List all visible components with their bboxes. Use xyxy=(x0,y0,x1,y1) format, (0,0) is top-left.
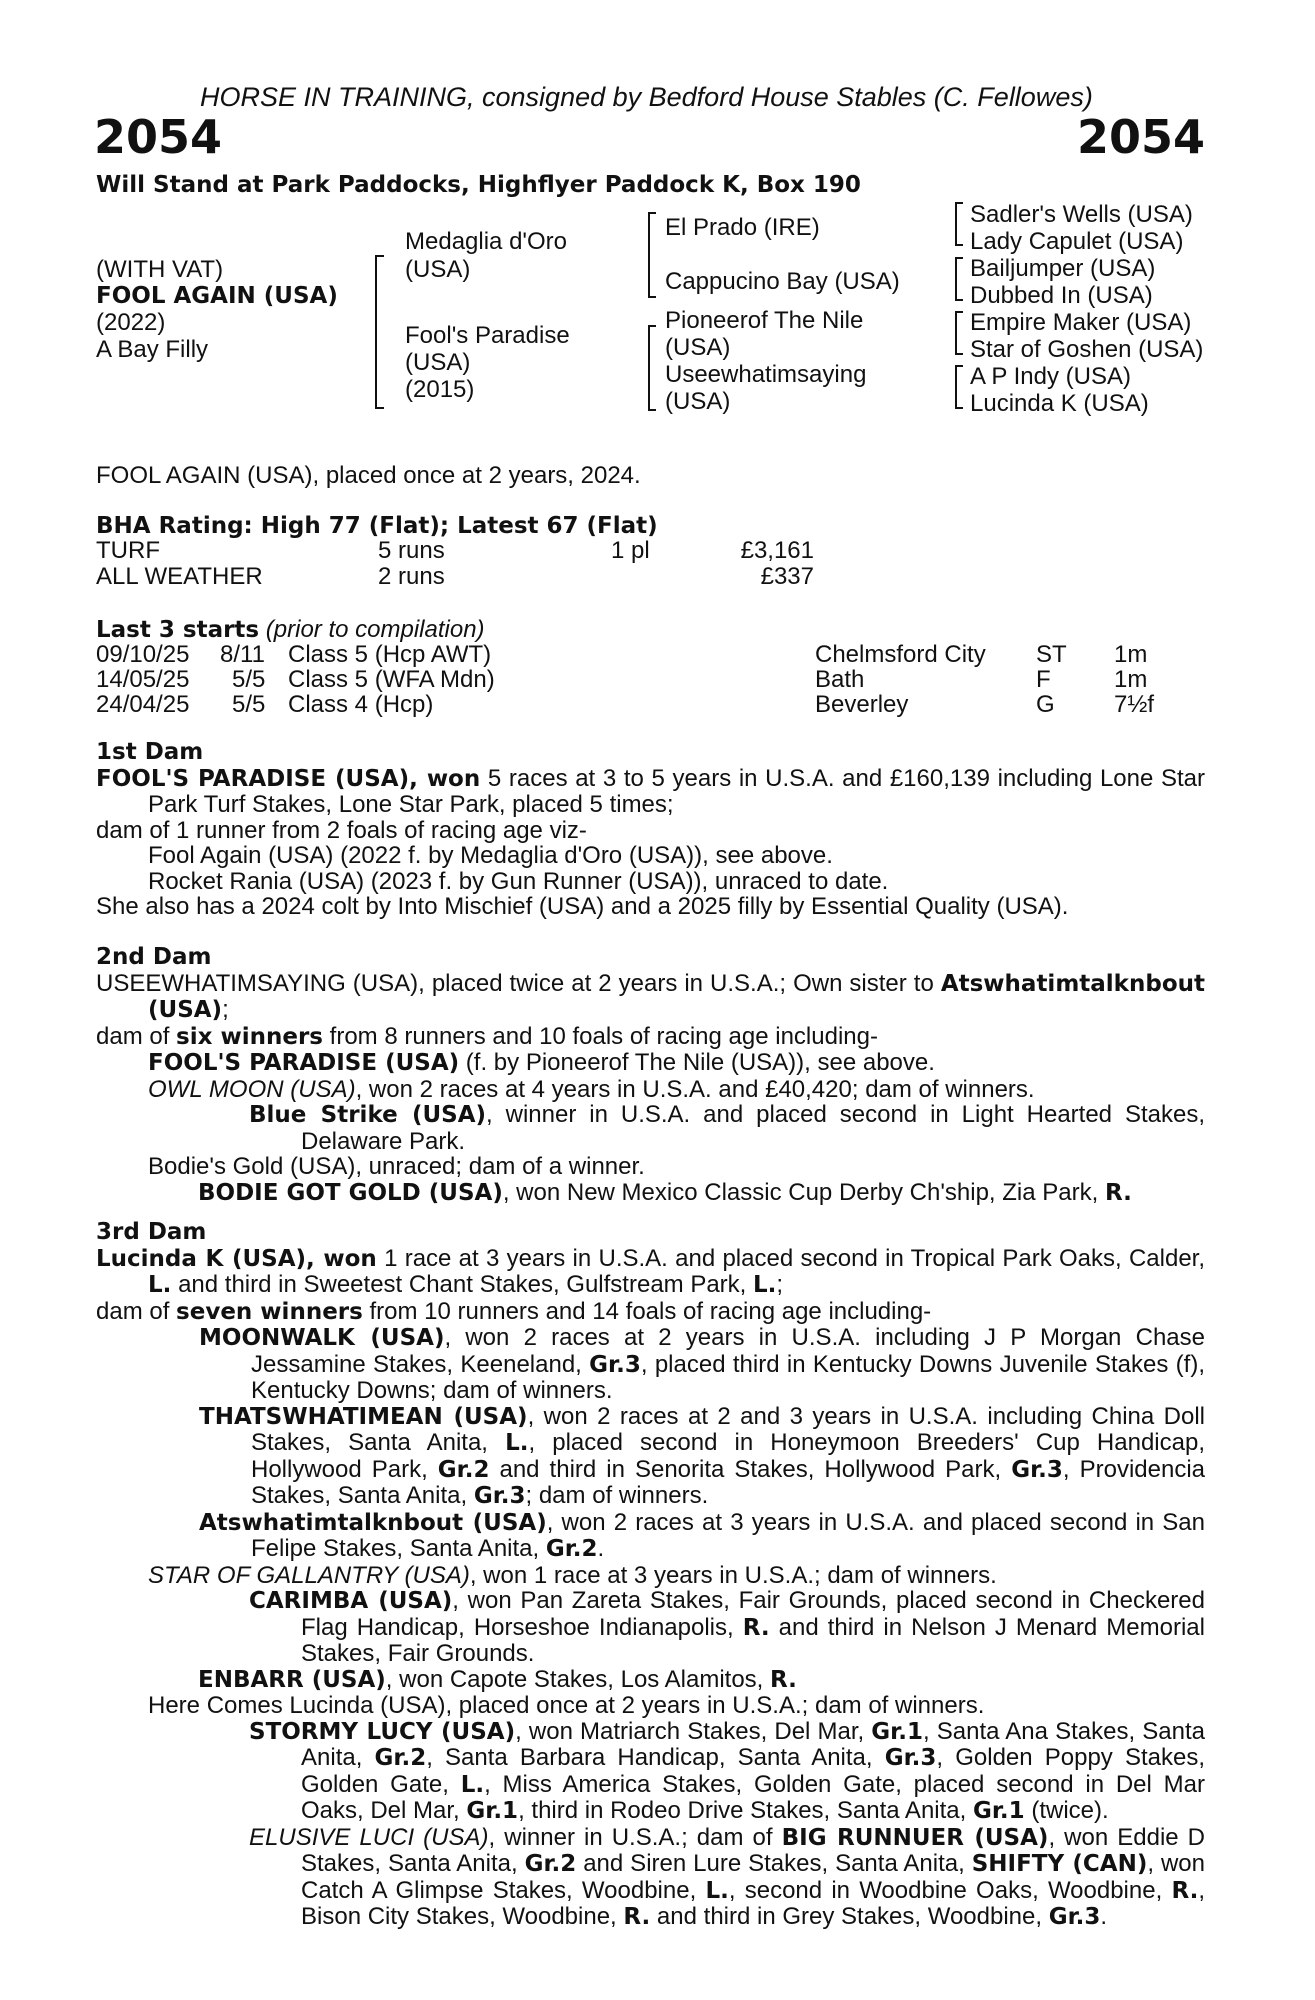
gen3-4: Dubbed In (USA) xyxy=(970,282,1153,309)
rating-turf-runs: 5 runs xyxy=(378,537,445,564)
produce-here-comes-lucinda: Here Comes Lucinda (USA), placed once at 2 years in U.S.A.; dam of winners. xyxy=(148,1692,985,1719)
produce-grade: L. xyxy=(705,1877,729,1904)
horse-description: A Bay Filly xyxy=(96,336,209,363)
rating-title: BHA Rating: High 77 (Flat); Latest 67 (Flat) xyxy=(96,513,658,539)
produce-text: and third in Grey Stakes, Woodbine, xyxy=(650,1903,1049,1930)
third-dam-section xyxy=(96,1220,1205,1931)
second-dam-title: 2nd Dam xyxy=(96,944,212,970)
produce-grade: Gr.3 xyxy=(473,1483,526,1509)
second-dam-sister-tail: ; xyxy=(222,996,229,1023)
dam-year: (2015) xyxy=(405,376,475,403)
produce-grade: Gr.3 xyxy=(884,1745,937,1771)
rating-turf-surface: TURF xyxy=(96,537,160,564)
third-dam-dam-of xyxy=(96,1299,1205,1326)
produce-thatswhatimean xyxy=(96,1404,1205,1510)
brace-sire xyxy=(648,212,656,298)
produce-text: and Siren Lure Stakes, Santa Anita, xyxy=(576,1850,972,1877)
start-2-pos: 5/5 xyxy=(232,666,266,693)
second-dam-dam-of-a: dam of xyxy=(96,1022,177,1050)
summary-line: FOOL AGAIN (USA), placed once at 2 years, 2024. xyxy=(96,462,641,489)
start-1-course: Chelmsford City xyxy=(815,641,986,668)
produce-text: , Bison City Stakes, Woodbine, xyxy=(301,1876,1205,1930)
second-dam-produce-1 xyxy=(96,1050,1205,1077)
produce-name: THATSWHATIMEAN (USA) xyxy=(199,1403,528,1430)
dam-country: (USA) xyxy=(405,349,471,376)
produce-grade: Gr.2 xyxy=(374,1745,427,1771)
produce-text: . xyxy=(597,1535,605,1562)
start-2-going: F xyxy=(1036,666,1051,693)
produce-text: , won Catch A Glimpse Stakes, Woodbine, xyxy=(301,1850,1205,1904)
produce-text: , won 2 races at 4 years in U.S.A. and £40,420; dam of winners. xyxy=(355,1075,1035,1103)
start-3-race: Class 4 (Hcp) xyxy=(288,691,434,718)
produce-text: , Providencia Stakes, Santa Anita, xyxy=(251,1455,1205,1509)
start-2-dist: 1m xyxy=(1114,666,1148,693)
produce-grade: R. xyxy=(1171,1877,1199,1904)
rec-grade: L. xyxy=(753,1272,777,1298)
produce-text: ; dam of winners. xyxy=(525,1482,709,1509)
first-dam-record xyxy=(96,766,1205,818)
produce-grade: R. xyxy=(623,1904,651,1930)
produce-grade: Gr.1 xyxy=(972,1798,1025,1824)
start-3-course: Beverley xyxy=(815,691,909,718)
third-dam-name: Lucinda K (USA) xyxy=(96,1245,307,1272)
horse-year: (2022) xyxy=(96,309,166,336)
produce-name: ELUSIVE LUCI (USA) xyxy=(249,1823,489,1851)
first-dam-section xyxy=(96,740,1205,920)
produce-grade: Gr.3 xyxy=(1011,1456,1063,1483)
produce-name: Atswhatimtalknbout (USA) xyxy=(199,1509,547,1536)
lot-number-right: 2054 xyxy=(1076,110,1205,164)
start-2-date: 14/05/25 xyxy=(96,666,190,693)
produce-text: , won Eddie D Stakes, Santa Anita, xyxy=(301,1823,1206,1877)
produce-carimba xyxy=(96,1588,1205,1667)
produce-name: SHIFTY (CAN) xyxy=(971,1851,1148,1877)
start-3-pos: 5/5 xyxy=(232,691,266,718)
start-3-dist: 7½f xyxy=(1114,691,1155,718)
sire-name: Medaglia d'Oro xyxy=(405,228,567,255)
sire-sire: El Prado (IRE) xyxy=(665,214,820,241)
second-dam-section xyxy=(96,945,1205,1206)
brace-main xyxy=(375,255,384,409)
produce-name: BODIE GOT GOLD (USA) xyxy=(198,1179,503,1206)
produce-text: , won 2 races at 3 years in U.S.A. and placed second in San Felipe Stakes, Santa Anita, xyxy=(251,1508,1205,1562)
second-dam-produce-5 xyxy=(96,1180,1205,1207)
produce-elusive-luci xyxy=(96,1825,1205,1931)
second-dam-line: USEEWHATIMSAYING (USA), placed twice at 2 years in U.S.A.; Own sister to xyxy=(96,969,934,997)
produce-enbarr xyxy=(96,1667,1205,1694)
first-dam-name: FOOL'S PARADISE (USA) xyxy=(96,765,410,792)
rec-text: 1 race at 3 years in U.S.A. and placed second in Tropical Park Oaks, Calder, xyxy=(376,1244,1205,1272)
produce-text: , winner in U.S.A.; dam of xyxy=(488,1823,782,1851)
lot-number-left: 2054 xyxy=(94,110,223,164)
produce-name: STAR OF GALLANTRY (USA) xyxy=(148,1561,470,1589)
second-dam-dam-of xyxy=(96,1024,1205,1051)
brace-g34 xyxy=(955,257,963,301)
produce-text: , won New Mexico Classic Cup Derby Ch'ship, Zia Park, xyxy=(502,1178,1105,1206)
brace-g12 xyxy=(955,202,963,246)
start-2-race: Class 5 (WFA Mdn) xyxy=(288,666,495,693)
produce-name: ENBARR (USA) xyxy=(198,1666,386,1693)
gen3-5: Empire Maker (USA) xyxy=(970,309,1192,336)
produce-grade: R. xyxy=(1104,1179,1132,1206)
last-starts-note: (prior to compilation) xyxy=(265,616,485,643)
dam-sire-country: (USA) xyxy=(665,334,731,361)
start-1-race: Class 5 (Hcp AWT) xyxy=(288,641,492,668)
rating-turf-earnings: £3,161 xyxy=(740,537,814,564)
produce-grade: Gr.1 xyxy=(466,1798,519,1824)
first-dam-won: , won xyxy=(409,765,481,792)
second-dam-winners: six winners xyxy=(176,1023,323,1050)
start-1-date: 09/10/25 xyxy=(96,641,190,668)
produce-text: , Santa Barbara Handicap, Santa Anita, xyxy=(426,1744,885,1771)
produce-text: (twice). xyxy=(1024,1797,1109,1824)
produce-text: , won 2 races at 2 years in U.S.A. including J P Morgan Chase Jessamine Stakes, Keeneland, xyxy=(251,1324,1205,1378)
produce-moonwalk xyxy=(96,1325,1205,1404)
produce-name: FOOL'S PARADISE (USA) xyxy=(148,1050,460,1076)
produce-text: and third in Nelson J Menard Memorial Stakes, Fair Grounds. xyxy=(301,1613,1205,1667)
produce-grade: R. xyxy=(742,1614,770,1641)
rec-text: ; xyxy=(776,1271,784,1298)
produce-grade: L. xyxy=(460,1771,485,1798)
produce-name: Blue Strike (USA) xyxy=(249,1102,487,1128)
rec-text: and third in Sweetest Chant Stakes, Gulfstream Park, xyxy=(171,1271,754,1298)
produce-text: , third in Rodeo Drive Stakes, Santa Anita, xyxy=(518,1797,973,1824)
produce-text: (f. by Pioneerof The Nile (USA)), see above. xyxy=(459,1049,935,1076)
produce-grade: L. xyxy=(505,1430,529,1456)
produce-grade: Gr.2 xyxy=(545,1536,598,1562)
third-dam-record xyxy=(96,1246,1205,1299)
stand-info: Will Stand at Park Paddocks, Highflyer Paddock K, Box 190 xyxy=(96,172,861,198)
start-3-going: G xyxy=(1036,691,1055,718)
produce-grade: Gr.1 xyxy=(871,1718,923,1745)
produce-grade: Gr.2 xyxy=(437,1456,490,1483)
produce-text: , Miss America Stakes, Golden Gate, placed second in Del Mar Oaks, Del Mar, xyxy=(301,1770,1205,1824)
first-dam-also: She also has a 2024 colt by Into Mischief (USA) and a 2025 filly by Essential Quality (USA). xyxy=(96,893,1069,920)
produce-name: STORMY LUCY (USA) xyxy=(249,1718,516,1745)
rating-aw-runs: 2 runs xyxy=(378,563,445,590)
consignment-line: HORSE IN TRAINING, consigned by Bedford House Stables (C. Fellowes) xyxy=(200,82,1093,112)
produce-text: , winner in U.S.A. and placed second in Light Hearted Stakes, Delaware Park. xyxy=(301,1101,1205,1155)
vat-label: (WITH VAT) xyxy=(96,256,224,283)
gen3-1: Sadler's Wells (USA) xyxy=(970,201,1193,228)
produce-text: , placed third in Kentucky Downs Juvenile Stakes (f), Kentucky Downs; dam of winners. xyxy=(251,1350,1205,1404)
produce-name: MOONWALK (USA) xyxy=(199,1325,445,1351)
produce-text: , won 1 race at 3 years in U.S.A.; dam of winners. xyxy=(469,1561,997,1589)
second-dam-dam-of-c: from 8 runners and 10 foals of racing age including- xyxy=(322,1022,878,1050)
produce-name: OWL MOON (USA) xyxy=(148,1075,356,1103)
second-dam-record xyxy=(96,971,1205,1024)
start-3-date: 24/04/25 xyxy=(96,691,190,718)
rating-aw-surface: ALL WEATHER xyxy=(96,563,263,590)
produce-text: , won 2 races at 2 and 3 years in U.S.A. including China Doll Stakes, Santa Anita, xyxy=(251,1402,1205,1456)
dam-dam-country: (USA) xyxy=(665,388,731,415)
gen3-3: Bailjumper (USA) xyxy=(970,255,1156,282)
gen3-8: Lucinda K (USA) xyxy=(970,390,1149,417)
gen3-6: Star of Goshen (USA) xyxy=(970,336,1204,363)
third-dam-dam-of-c: from 10 runners and 14 foals of racing age including- xyxy=(362,1297,932,1325)
first-dam-title: 1st Dam xyxy=(96,739,204,765)
produce-name: BIG RUNNUER (USA) xyxy=(781,1824,1049,1851)
third-dam-winners: seven winners xyxy=(176,1298,363,1325)
produce-text: , placed second in Honeymoon Breeders' Cup Handicap, Hollywood Park, xyxy=(251,1429,1205,1483)
brace-g78 xyxy=(955,365,963,409)
produce-stormy-lucy xyxy=(96,1719,1205,1825)
sire-dam: Cappucino Bay (USA) xyxy=(665,268,900,295)
produce-text: , won Pan Zareta Stakes, Fair Grounds, placed second in Checkered Flag Handicap, Horseshoe Indianapolis, xyxy=(301,1587,1205,1641)
produce-name: CARIMBA (USA) xyxy=(249,1588,453,1614)
produce-star-of-gallantry xyxy=(96,1563,1205,1589)
produce-text: , second in Woodbine Oaks, Woodbine, xyxy=(728,1876,1172,1904)
gen3-2: Lady Capulet (USA) xyxy=(970,228,1184,255)
produce-text: and third in Senorita Stakes, Hollywood Park, xyxy=(489,1455,1012,1483)
first-dam-produce-1: Fool Again (USA) (2022 f. by Medaglia d'Oro (USA)), see above. xyxy=(148,842,833,869)
third-dam-won: , won xyxy=(306,1245,377,1272)
rec-grade: L. xyxy=(148,1272,172,1298)
produce-atswhatimtalknbout xyxy=(96,1510,1205,1563)
produce-text: , Santa Ana Stakes, Santa Anita, xyxy=(301,1717,1206,1771)
second-dam-produce-4: Bodie's Gold (USA), unraced; dam of a winner. xyxy=(148,1153,645,1180)
produce-grade: R. xyxy=(770,1666,797,1693)
produce-text: , won Capote Stakes, Los Alamitos, xyxy=(385,1665,770,1693)
second-dam-produce-2 xyxy=(96,1077,1205,1103)
start-1-going: ST xyxy=(1036,641,1067,668)
second-dam-sister: Atswhatimtalknbout (USA) xyxy=(148,970,1205,1023)
second-dam-produce-3 xyxy=(96,1102,1205,1154)
third-dam-dam-of-a: dam of xyxy=(96,1297,177,1325)
produce-text: , Golden Poppy Stakes, Golden Gate, xyxy=(301,1744,1205,1798)
dam-sire-name: Pioneerof The Nile xyxy=(665,307,864,334)
gen3-7: A P Indy (USA) xyxy=(970,363,1131,390)
last-starts-title: Last 3 starts xyxy=(96,617,260,643)
horse-name: FOOL AGAIN (USA) xyxy=(96,283,338,309)
produce-grade: Gr.3 xyxy=(1048,1904,1101,1930)
first-dam-produce-intro: dam of 1 runner from 2 foals of racing age viz- xyxy=(96,816,587,844)
first-dam-record-text: 5 races at 3 to 5 years in U.S.A. and £160,139 including Lone Star Park Turf Stakes, Lone Star Park, placed 5 times; xyxy=(148,764,1206,818)
produce-grade: Gr.3 xyxy=(589,1351,641,1378)
produce-text: . xyxy=(1100,1903,1108,1930)
produce-text: , won Matriarch Stakes, Del Mar, xyxy=(515,1717,872,1745)
dam-dam-name: Useewhatimsaying xyxy=(665,361,867,388)
rating-aw-earnings: £337 xyxy=(760,563,814,590)
produce-grade: Gr.2 xyxy=(524,1851,577,1877)
brace-g56 xyxy=(955,311,963,355)
third-dam-title: 3rd Dam xyxy=(96,1219,207,1245)
start-1-pos: 8/11 xyxy=(220,641,265,668)
dam-name: Fool's Paradise xyxy=(405,322,570,349)
first-dam-produce-2: Rocket Rania (USA) (2023 f. by Gun Runner (USA)), unraced to date. xyxy=(148,867,889,895)
sire-country: (USA) xyxy=(405,256,471,283)
last-starts-heading xyxy=(96,616,485,644)
start-2-course: Bath xyxy=(815,666,865,693)
brace-dam xyxy=(648,325,656,411)
start-1-dist: 1m xyxy=(1114,641,1148,668)
rating-turf-places: 1 pl xyxy=(611,537,650,564)
